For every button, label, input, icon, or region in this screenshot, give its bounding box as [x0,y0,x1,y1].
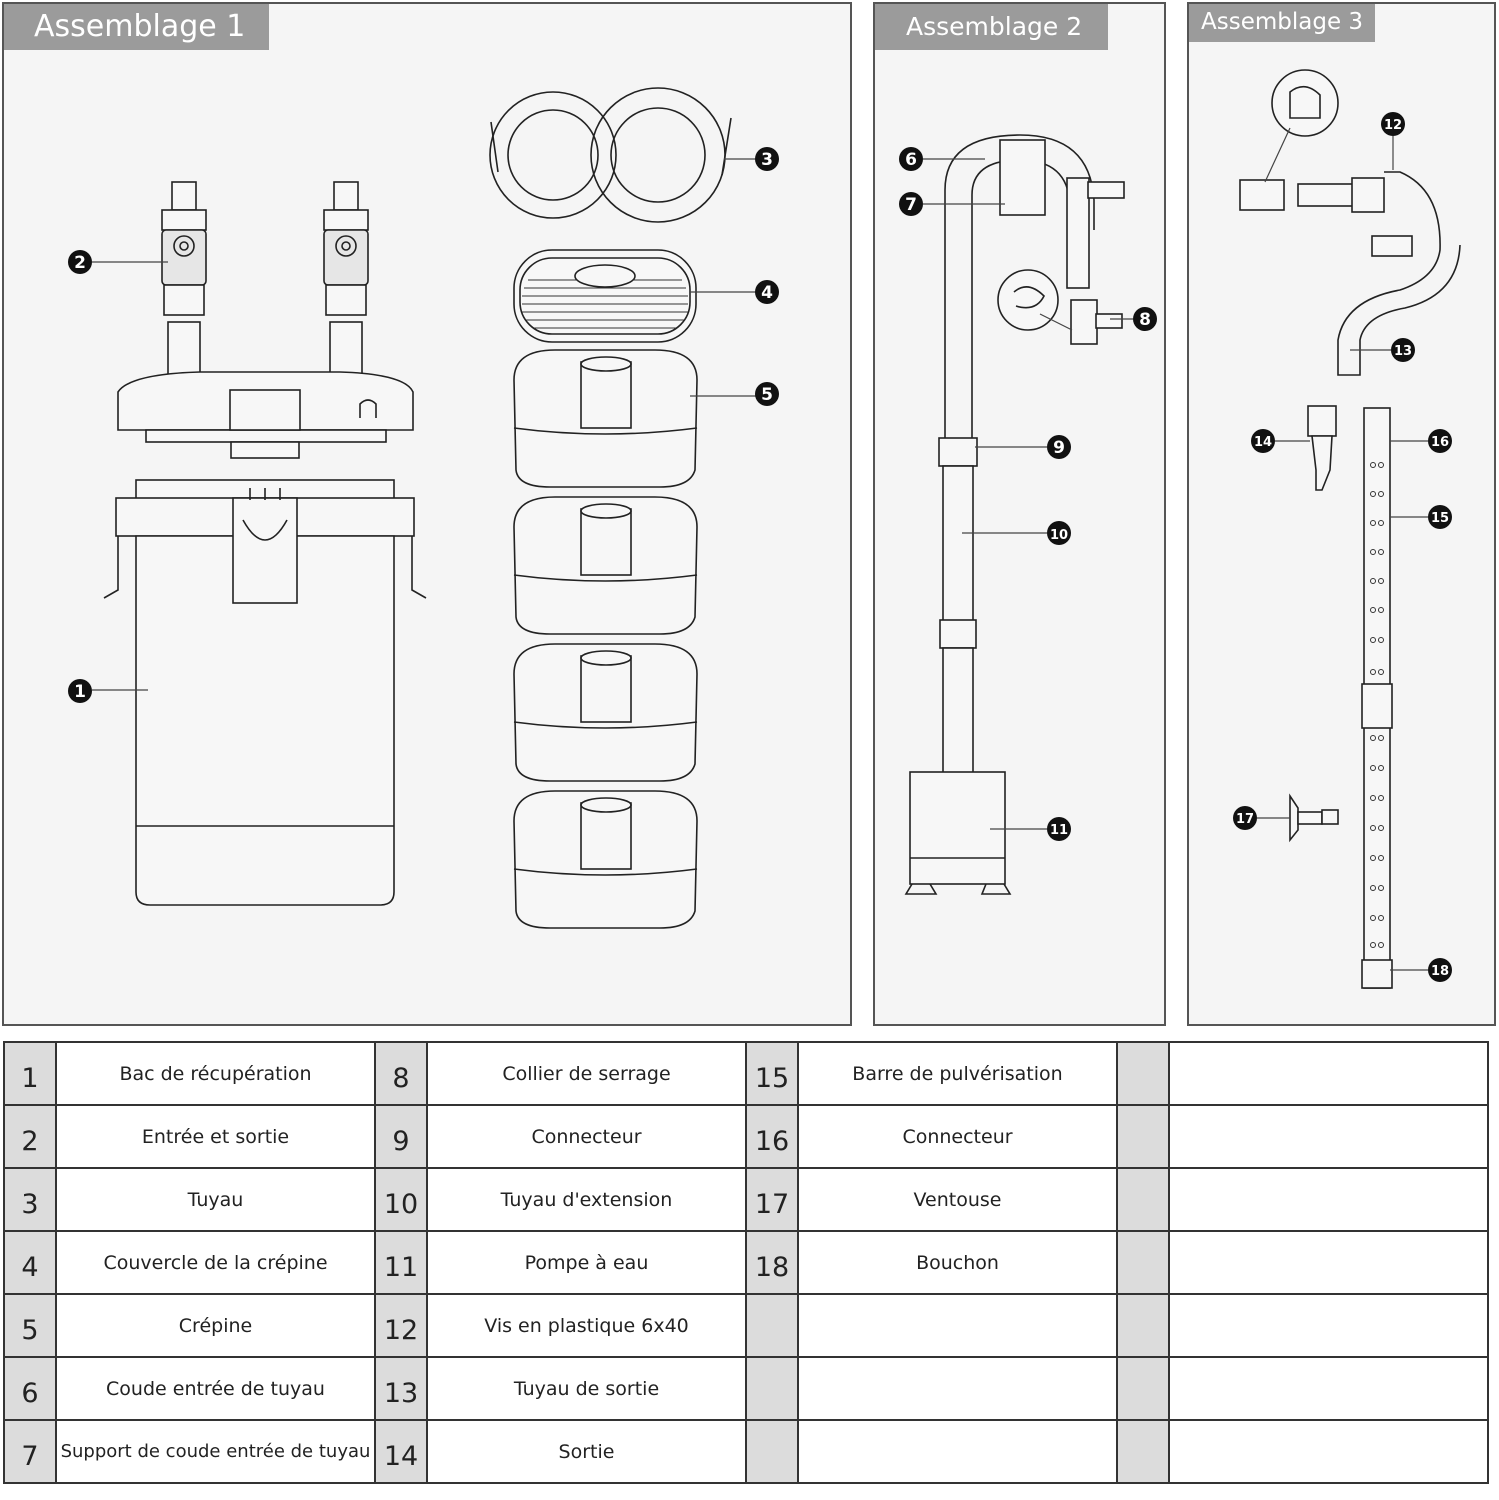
part-number: 5 [4,1294,56,1357]
valve-left-icon [162,182,206,376]
part-name: Connecteur [427,1105,746,1168]
water-pump-icon [906,772,1010,894]
part-number: 9 [375,1105,427,1168]
part-name: Tuyau [56,1168,375,1231]
svg-text:2: 2 [74,253,86,273]
part-name: Tuyau d'extension [427,1168,746,1231]
part-name: Vis en plastique 6x40 [427,1294,746,1357]
part-name [798,1420,1117,1483]
part-name [798,1357,1117,1420]
table-row [4,1168,1488,1231]
table-row [4,1420,1488,1483]
svg-text:15: 15 [1430,511,1450,526]
callout-5 [755,382,779,406]
part-number: 11 [375,1231,427,1294]
callout-10 [1047,521,1071,545]
svg-text:9: 9 [1053,438,1065,458]
svg-text:3: 3 [761,150,773,170]
part-number: 2 [4,1105,56,1168]
part-name: Support de coude entrée de tuyau [56,1420,375,1483]
strainer-basket-4-icon [514,791,697,928]
part-number [746,1294,798,1357]
panel-title: Assemblage 2 [875,4,1108,50]
part-number [1117,1357,1169,1420]
part-name: Connecteur [798,1105,1117,1168]
part-name [1169,1042,1488,1105]
part-name: Ventouse [798,1168,1117,1231]
part-name [1169,1168,1488,1231]
part-number: 1 [4,1042,56,1105]
svg-text:8: 8 [1139,310,1151,330]
callout-9 [1047,435,1071,459]
part-name: Crépine [56,1294,375,1357]
table-row [4,1294,1488,1357]
svg-text:11: 11 [1049,823,1069,838]
panel-title: Assemblage 1 [4,4,269,50]
hose-coils-icon [490,88,731,222]
part-name [1169,1357,1488,1420]
part-name: Barre de pulvérisation [798,1042,1117,1105]
svg-text:7: 7 [905,195,917,215]
part-name: Collier de serrage [427,1042,746,1105]
part-number: 7 [4,1420,56,1483]
part-number: 16 [746,1105,798,1168]
outlet-nozzle-icon [1308,406,1336,490]
filter-lid-icon [118,372,413,458]
canister-icon [104,480,426,905]
part-number [1117,1042,1169,1105]
svg-text:16: 16 [1430,435,1450,450]
part-name [1169,1294,1488,1357]
part-number [746,1357,798,1420]
table-row [4,1105,1488,1168]
part-number: 10 [375,1168,427,1231]
table-row [4,1357,1488,1420]
part-number [1117,1420,1169,1483]
part-name: Couvercle de la crépine [56,1231,375,1294]
part-number: 14 [375,1420,427,1483]
svg-text:4: 4 [761,283,773,303]
part-name [1169,1420,1488,1483]
suction-cup-icon [1290,796,1338,840]
callout-12 [1381,112,1405,136]
parts-table [3,1041,1489,1484]
part-number [1117,1231,1169,1294]
part-number [746,1420,798,1483]
strainer-basket-3-icon [514,644,697,781]
part-number: 6 [4,1357,56,1420]
callout-8 [1133,307,1157,331]
part-number: 13 [375,1357,427,1420]
part-name: Entrée et sortie [56,1105,375,1168]
callout-2 [68,250,92,274]
part-number [1117,1294,1169,1357]
svg-text:10: 10 [1049,528,1069,543]
callout-6 [899,147,923,171]
part-number: 3 [4,1168,56,1231]
valve-right-icon [324,182,368,376]
hose-clamp-icon [998,270,1122,344]
spray-bar-icon [1362,408,1392,988]
callout-17 [1233,806,1257,830]
part-name [1169,1105,1488,1168]
svg-text:18: 18 [1430,964,1450,979]
part-number: 12 [375,1294,427,1357]
callout-13 [1391,338,1415,362]
part-number: 4 [4,1231,56,1294]
strainer-cover-icon [514,250,696,342]
intake-pipe-icon [939,135,1124,776]
part-name [1169,1231,1488,1294]
part-name: Coude entrée de tuyau [56,1357,375,1420]
svg-text:13: 13 [1393,344,1413,359]
svg-text:1: 1 [74,682,86,702]
part-name: Bac de récupération [56,1042,375,1105]
strainer-basket-1-icon [514,350,697,487]
part-number [1117,1105,1169,1168]
callout-11 [1047,817,1071,841]
callout-1 [68,679,92,703]
part-number: 15 [746,1042,798,1105]
callout-15 [1428,505,1452,529]
part-name [798,1294,1117,1357]
part-name: Pompe à eau [427,1231,746,1294]
part-name: Sortie [427,1420,746,1483]
callout-4 [755,280,779,304]
table-row [4,1231,1488,1294]
callout-3 [755,147,779,171]
svg-text:14: 14 [1253,435,1273,450]
part-number [1117,1168,1169,1231]
svg-text:5: 5 [761,385,773,405]
svg-text:6: 6 [905,150,917,170]
panel-title: Assemblage 3 [1189,4,1375,42]
svg-text:17: 17 [1235,812,1255,827]
part-number: 18 [746,1231,798,1294]
part-number: 17 [746,1168,798,1231]
outlet-assembly-icon [1240,70,1460,375]
part-name: Bouchon [798,1231,1117,1294]
callout-16 [1428,429,1452,453]
table-row [4,1042,1488,1105]
part-number: 8 [375,1042,427,1105]
callout-14 [1251,429,1275,453]
strainer-basket-2-icon [514,497,697,634]
part-name: Tuyau de sortie [427,1357,746,1420]
callout-18 [1428,958,1452,982]
callout-7 [899,192,923,216]
svg-text:12: 12 [1383,118,1403,133]
